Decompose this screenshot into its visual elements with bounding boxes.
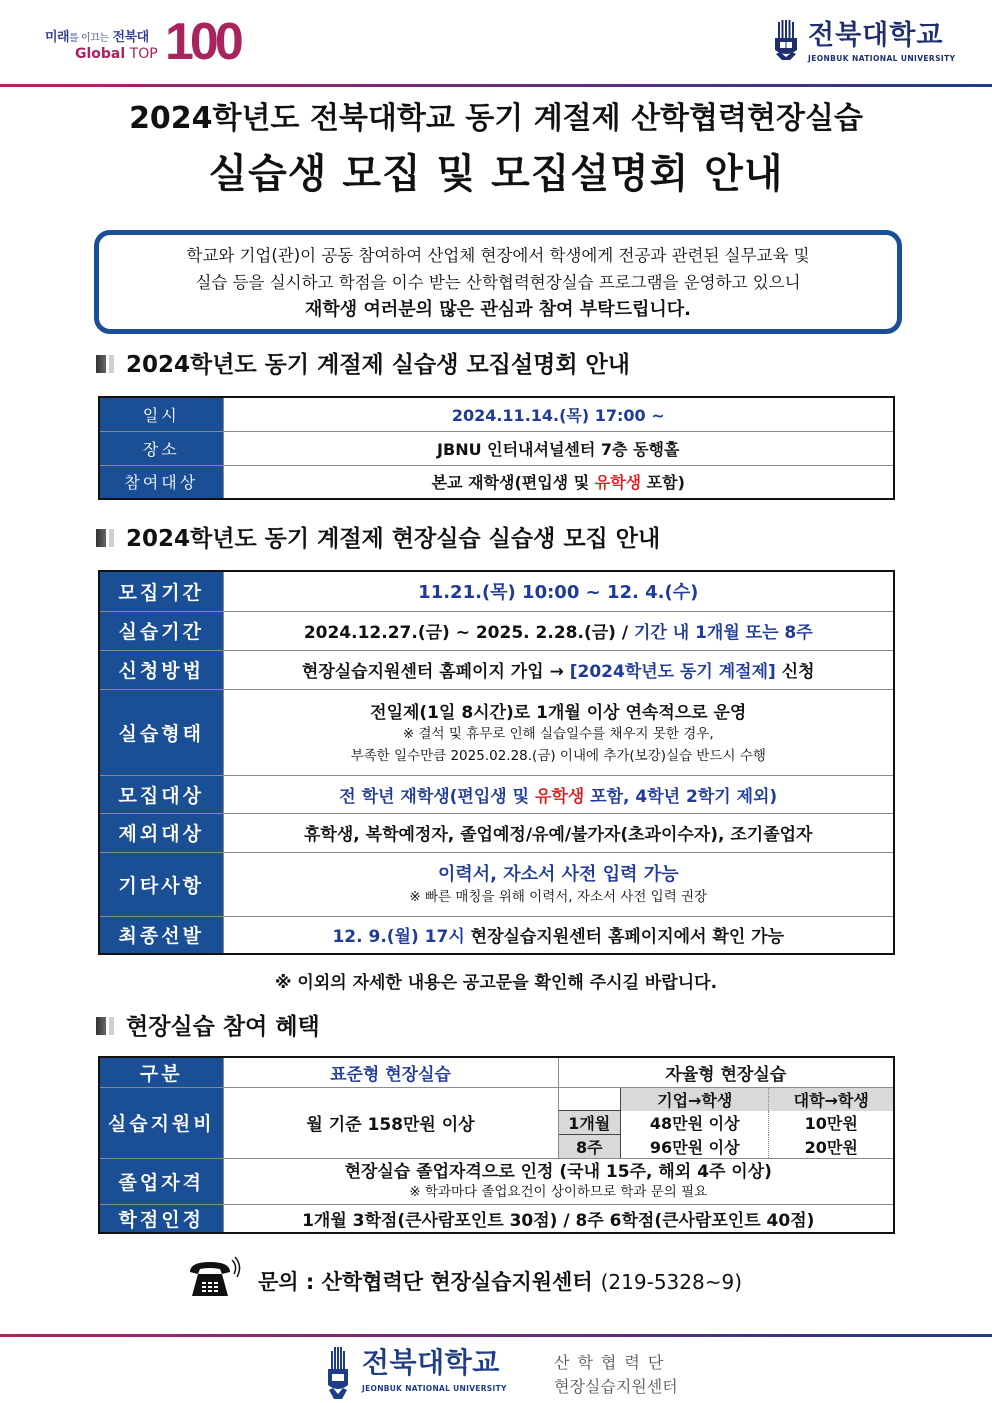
etc-value: 이력서, 자소서 사전 입력 가능 ※ 빠른 매칭을 위해 이력서, 자소서 사전 입력 권장 (223, 852, 894, 916)
row-label: 모집기간 (99, 571, 223, 611)
table-row (99, 465, 894, 499)
table-row (99, 431, 894, 465)
period-label: 1개월 (559, 1111, 621, 1135)
row-label: 졸업자격 (99, 1159, 223, 1205)
university-name-english: JEONBUK NATIONAL UNIVERSITY (808, 54, 956, 63)
contact-phone-number: (219-5328~9) (600, 1270, 743, 1294)
row-label: 일시 (99, 397, 223, 431)
global-top100-logo (45, 13, 245, 71)
section-bullet-icon (96, 355, 106, 373)
support-amount: 10만원 (804, 1114, 858, 1133)
jbnu-logo-header (772, 20, 956, 70)
target-value: 전 학년 재학생(편입생 및 유학생 포함, 4학년 2학기 제외) (223, 775, 894, 813)
row-label: 참여대상 (99, 465, 223, 499)
benefits-table (98, 1056, 895, 1234)
section-bullet-icon (96, 1017, 106, 1035)
remark-note: ※ 이외의 자세한 내용은 공고문을 확인해 주시길 바랍니다. (274, 973, 718, 993)
page-header (0, 0, 992, 88)
university-emblem-icon (772, 20, 800, 60)
graduation-value: 현장실습 졸업자격으로 인정 (국내 15주, 해외 4주 이상) ※ 학과마다 졸업요건이 상이하므로 학과 문의 필요 (223, 1159, 894, 1205)
period-label: 8주 (559, 1135, 621, 1159)
briefing-location: JBNU 인터내셔널센터 7층 동행홀 (223, 431, 894, 465)
footer-divider (0, 1334, 992, 1337)
logo-slogan-bold: 전북대 (112, 30, 149, 45)
briefing-datetime: 2024.11.14.(목) 17:00 ~ (223, 397, 894, 431)
row-label: 장소 (99, 431, 223, 465)
section-briefing-title: 2024학년도 동기 계절제 실습생 모집설명회 안내 (96, 350, 630, 380)
table-row (99, 650, 894, 689)
page-title: 실습생 모집 및 모집설명회 안내 (208, 151, 784, 197)
footer-university-english: JEONBUK NATIONAL UNIVERSITY (362, 1384, 507, 1393)
briefing-target: 본교 재학생(편입생 및 유학생 포함) (223, 465, 894, 499)
row-label: 구분 (99, 1057, 223, 1087)
row-label: 실습기간 (99, 611, 223, 650)
standard-type-header: 표준형 현장실습 (223, 1057, 558, 1087)
logo-global: Global (75, 46, 126, 62)
autonomous-support-cell (558, 1087, 894, 1159)
intro-line-1: 학교와 기업(관)이 공동 참여하여 산업체 현장에서 학생에게 전공과 관련된 실무교육 및 (186, 246, 810, 265)
title-line-1: 2024학년도 전북대학교 동기 계절제 산학협력현장실습 (129, 101, 863, 136)
intro-box (94, 230, 902, 334)
row-label: 신청방법 (99, 650, 223, 689)
table-row (99, 611, 894, 650)
support-amount: 96만원 이상 (621, 1135, 769, 1159)
support-amount: 48만원 이상 (621, 1111, 769, 1135)
final-selection-value: 12. 9.(월) 17시 현장실습지원센터 홈페이지에서 확인 가능 (223, 916, 894, 954)
table-row (99, 689, 894, 775)
recruit-period-value: 11.21.(목) 10:00 ~ 12. 4.(수) (223, 571, 894, 611)
credit-value: 1개월 3학점(큰사람포인트 30점) / 8주 6학점(큰사람포인트 40점) (223, 1205, 894, 1234)
intro-line-2: 실습 등을 실시하고 학점을 이수 받는 산학협력현장실습 프로그램을 운영하고 있으니 (195, 273, 801, 292)
logo-100: 100 (165, 13, 240, 71)
table-row (99, 1057, 894, 1087)
table-row (99, 852, 894, 916)
table-row (99, 813, 894, 852)
table-row (99, 775, 894, 813)
university-emblem-icon (326, 1347, 350, 1399)
row-label: 기타사항 (99, 852, 223, 916)
row-label: 학점인정 (99, 1205, 223, 1234)
footer-org-name: 산학협력단 (554, 1353, 672, 1372)
col-university-to-student: 대학→학생 (769, 1088, 893, 1111)
intro-line-3: 재학생 여러분의 많은 관심과 참여 부탁드립니다. (305, 299, 691, 320)
row-label: 최종선발 (99, 916, 223, 954)
logo-top: TOP (129, 46, 158, 62)
page-footer (326, 1344, 706, 1400)
table-row (99, 571, 894, 611)
section-bullet-icon (96, 529, 106, 547)
footer-university-name: 전북대학교 (362, 1346, 500, 1379)
section-benefits-title: 현장실습 참여 혜택 (96, 1012, 320, 1042)
section-recruitment-title: 2024학년도 동기 계절제 현장실습 실습생 모집 안내 (96, 524, 660, 554)
telephone-icon (186, 1256, 242, 1300)
row-label: 실습형태 (99, 689, 223, 775)
standard-support-value: 월 기준 158만원 이상 (223, 1087, 558, 1159)
table-row (99, 1159, 894, 1205)
excluded-value: 휴학생, 복학예정자, 졸업예정/유예/불가자(초과이수자), 조기졸업자 (223, 813, 894, 852)
table-row (99, 397, 894, 431)
autonomous-type-header: 자율형 현장실습 (558, 1057, 894, 1087)
support-amount: 20만원 (804, 1137, 858, 1157)
row-label: 모집대상 (99, 775, 223, 813)
apply-method-value: 현장실습지원센터 홈페이지 가입 → [2024학년도 동기 계절제] 신청 (223, 650, 894, 689)
university-name: 전북대학교 (808, 20, 944, 51)
contact-text: 문의 : 산학협력단 현장실습지원센터 (258, 1270, 593, 1294)
practice-type-value: 전일제(1일 8시간)로 1개월 이상 연속적으로 운영 ※ 결석 및 휴무로 인해 실습일수를 채우지 못한 경우, 부족한 일수만큼 2025.02.28.(금) 이내에 추가(보강)실습 반드시 수행 (223, 689, 894, 775)
table-row (99, 916, 894, 954)
table-row (99, 1087, 894, 1159)
row-label: 실습지원비 (99, 1087, 223, 1159)
footer-center-name: 현장실습지원센터 (554, 1377, 678, 1396)
autonomous-support-table (559, 1088, 894, 1159)
table-row (99, 1205, 894, 1234)
logo-slogan-main: 미래 (45, 30, 70, 45)
recruitment-table (98, 570, 895, 955)
header-divider (0, 84, 992, 87)
practice-period-value: 2024.12.27.(금) ~ 2025. 2.28.(금) / 기간 내 1개월 또는 8주 (223, 611, 894, 650)
briefing-table (98, 396, 895, 500)
logo-slogan-small: 를 이끄는 (69, 33, 109, 44)
row-label: 제외대상 (99, 813, 223, 852)
col-company-to-student: 기업→학생 (621, 1088, 769, 1111)
